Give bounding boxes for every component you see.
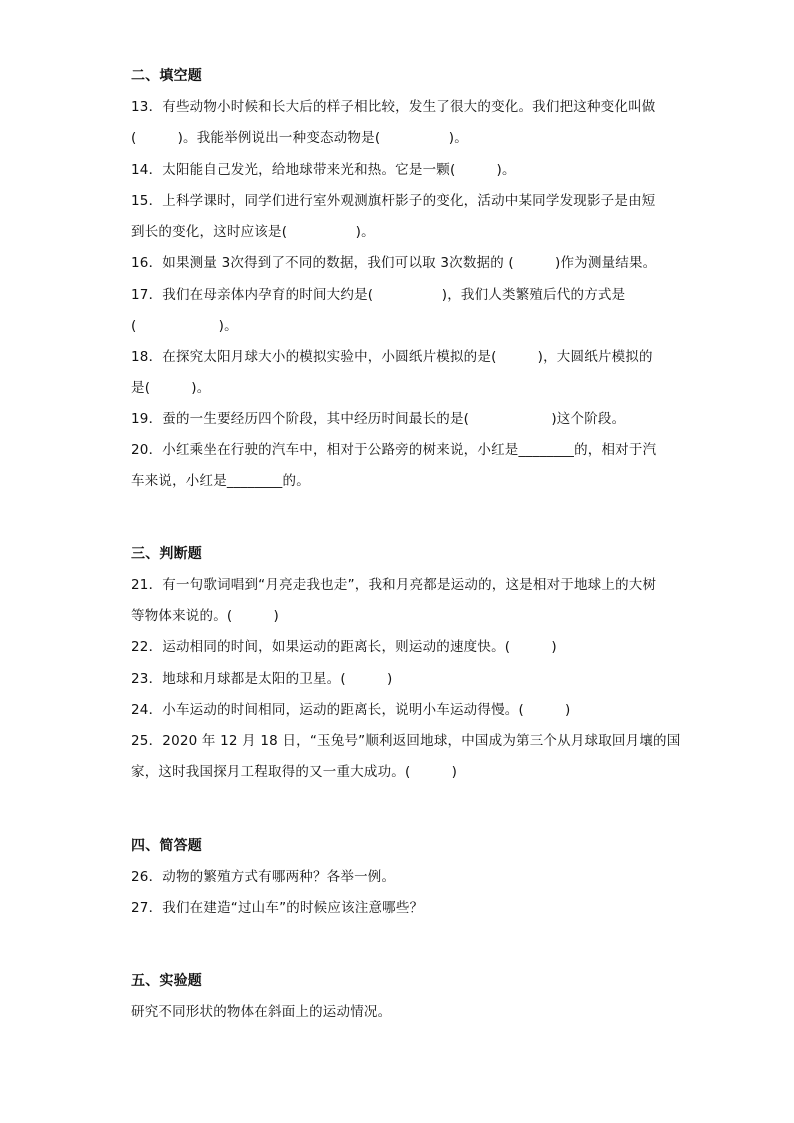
- question-line: ( )。: [131, 318, 238, 334]
- question-line: 13．有些动物小时候和长大后的样子相比较，发生了很大的变化。我们把这种变化叫做: [131, 99, 656, 115]
- question-line: 26．动物的繁殖方式有哪两种？各举一例。: [131, 869, 396, 885]
- question-line: 15．上科学课时，同学们进行室外观测旗杆影子的变化，活动中某同学发现影子是由短: [131, 193, 656, 209]
- question-line: 22．运动相同的时间，如果运动的距离长，则运动的速度快。( ): [131, 639, 557, 655]
- question-line: 14．太阳能自己发光，给地球带来光和热。它是一颗( )。: [131, 162, 516, 178]
- question-line: 到长的变化，这时应该是( )。: [131, 224, 375, 240]
- question-line: 18．在探究太阳月球大小的模拟实验中，小圆纸片模拟的是( )，大圆纸片模拟的: [131, 349, 653, 365]
- section-heading-fill: 二、填空题: [131, 68, 202, 84]
- section-heading-judge: 三、判断题: [131, 546, 202, 562]
- question-line: 是( )。: [131, 380, 211, 396]
- question-line: 21．有一句歌词唱到“月亮走我也走”，我和月亮都是运动的，这是相对于地球上的大树: [131, 577, 657, 593]
- question-line: 19．蚕的一生要经历四个阶段，其中经历时间最长的是( )这个阶段。: [131, 411, 626, 427]
- question-line: 20．小红乘坐在行驶的汽车中，相对于公路旁的树来说，小红是________的，相对于汽: [131, 442, 657, 458]
- question-line: 车来说，小红是________的。: [131, 473, 310, 489]
- question-line: 16．如果测量 3次得到了不同的数据，我们可以取 3次数据的 ( )作为测量结果。: [131, 255, 657, 271]
- question-line: 23．地球和月球都是太阳的卫星。( ): [131, 671, 393, 687]
- question-line: 等物体来说的。( ): [131, 608, 279, 624]
- question-line: ( )。我能举例说出一种变态动物是( )。: [131, 130, 468, 146]
- section-heading-short: 四、简答题: [131, 838, 202, 854]
- question-line: 24．小车运动的时间相同，运动的距离长，说明小车运动得慢。( ): [131, 702, 571, 718]
- question-line: 27．我们在建造“过山车”的时候应该注意哪些？: [131, 900, 424, 916]
- question-line: 25．2020 年 12 月 18 日，“玉兔号”顺利返回地球，中国成为第三个从月球取回月壤的国: [131, 733, 681, 749]
- question-line: 研究不同形状的物体在斜面上的运动情况。: [131, 1004, 392, 1020]
- question-line: 家，这时我国探月工程取得的又一重大成功。( ): [131, 764, 458, 780]
- question-line: 17．我们在母亲体内孕育的时间大约是( )，我们人类繁殖后代的方式是: [131, 287, 626, 303]
- section-heading-experiment: 五、实验题: [131, 973, 202, 989]
